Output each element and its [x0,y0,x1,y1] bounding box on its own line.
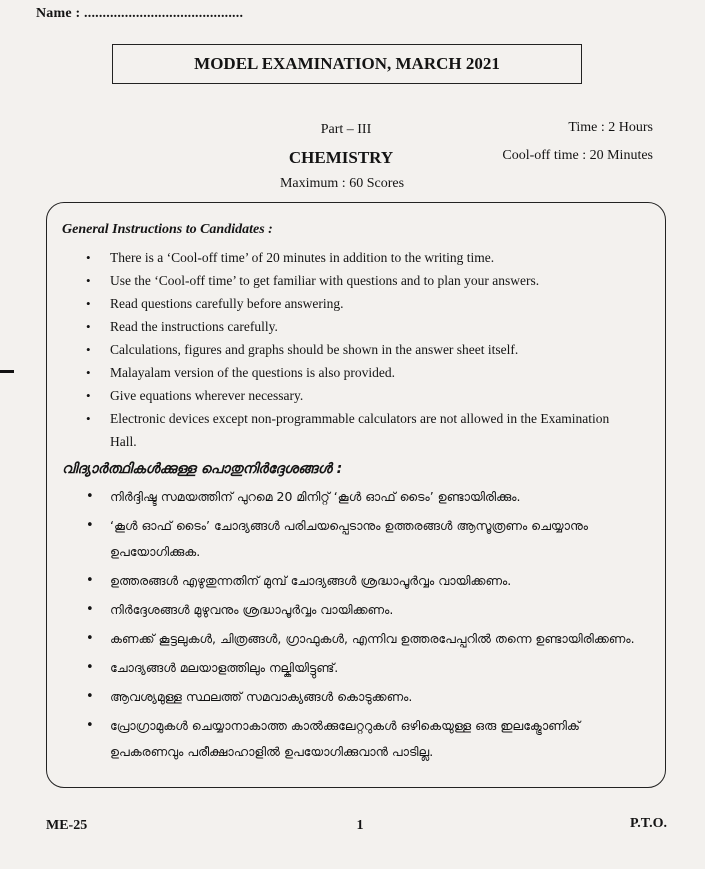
list-item: • നിർദ്ദിഷ്ട സമയത്തിന് പുറമെ 20 മിനിറ്റ് ‘കൂൾ ഓഫ് ടൈം’ ഉണ്ടായിരിക്കും. [86,484,646,510]
cool-off-label: Cool-off time : 20 Minutes [502,148,653,163]
exam-code: ME-25 [46,818,88,833]
malayalam-instructions-heading: വിദ്യാർത്ഥികൾക്കുള്ള പൊതുനിർദ്ദേശങ്ങൾ : [62,461,343,477]
list-item: • കണക്ക് കൂട്ടലുകൾ, ചിത്രങ്ങൾ, ഗ്രാഫുകൾ, എന്നിവ ഉത്തരപേപ്പറിൽ തന്നെ ഉണ്ടായിരിക്കണം. [86,626,646,652]
list-item: • Read the instructions carefully. [86,315,636,338]
subject-title: CHEMISTRY [288,148,394,167]
list-item: • ചോദ്യങ്ങൾ മലയാളത്തിലും നല്കിയിട്ടുണ്ട്. [86,655,646,681]
list-item: • ഉത്തരങ്ങൾ എഴുതുന്നതിന് മുമ്പ് ചോദ്യങ്ങൾ ശ്രദ്ധാപൂർവ്വം വായിക്കണം. [86,568,646,594]
time-label: Time : 2 Hours [568,120,653,135]
bullet-icon: • [86,273,91,288]
list-item: • Calculations, figures and graphs should be shown in the answer sheet itself. [86,338,636,361]
list-item: • Read questions carefully before answering. [86,292,636,315]
bullet-icon: • [86,602,94,617]
list-item: • ആവശ്യമുള്ള സ്ഥലത്ത് സമവാക്യങ്ങൾ കൊടുക്കണം. [86,684,646,710]
part-label: Part – III [320,122,372,137]
exam-title-box [112,44,582,84]
maximum-score-label: Maximum : 60 Scores [279,176,405,191]
bullet-icon: • [86,296,91,311]
english-instructions-heading: General Instructions to Candidates : [62,222,273,237]
bullet-icon: • [86,718,94,733]
english-instructions-list [86,246,636,453]
bullet-icon: • [86,660,94,675]
bullet-icon: • [86,365,91,380]
list-item: • There is a ‘Cool-off time’ of 20 minutes in addition to the writing time. [86,246,636,269]
bullet-icon: • [86,518,94,533]
exam-title: MODEL EXAMINATION, MARCH 2021 [194,54,500,73]
name-field-label: Name : ........................................... [36,6,244,21]
bullet-icon: • [86,689,94,704]
please-turn-over-label: P.T.O. [630,816,667,831]
malayalam-instructions-list [86,484,646,768]
bullet-icon: • [86,319,91,334]
bullet-icon: • [86,631,94,646]
bullet-icon: • [86,411,91,426]
margin-mark [0,370,14,373]
bullet-icon: • [86,388,91,403]
bullet-icon: • [86,489,94,504]
page-number: 1 [356,818,364,833]
list-item: • പ്രോഗ്രാമുകൾ ചെയ്യാനാകാത്ത കാൽക്കുലേറ്ററുകൾ ഒഴികെയുള്ള ഒരു ഇലക്ട്രോണിക് ഉപകരണവും പരീക്ഷാഹാളിൽ ഉപയോഗിക്കുവാൻ പാടില്ല. [86,713,646,765]
bullet-icon: • [86,573,94,588]
list-item: • നിർദ്ദേശങ്ങൾ മുഴുവനും ശ്രദ്ധാപൂർവ്വം വായിക്കണം. [86,597,646,623]
list-item: • Give equations wherever necessary. [86,384,636,407]
list-item: • ‘കൂൾ ഓഫ് ടൈം’ ചോദ്യങ്ങൾ പരിചയപ്പെടാനും ഉത്തരങ്ങൾ ആസൂത്രണം ചെയ്യാനും ഉപയോഗിക്കുക. [86,513,646,565]
bullet-icon: • [86,250,91,265]
list-item: • Use the ‘Cool-off time’ to get familiar with questions and to plan your answers. [86,269,636,292]
list-item: • Malayalam version of the questions is also provided. [86,361,636,384]
list-item: • Electronic devices except non-programmable calculators are not allowed in the Examination Hall. [86,407,636,453]
bullet-icon: • [86,342,91,357]
